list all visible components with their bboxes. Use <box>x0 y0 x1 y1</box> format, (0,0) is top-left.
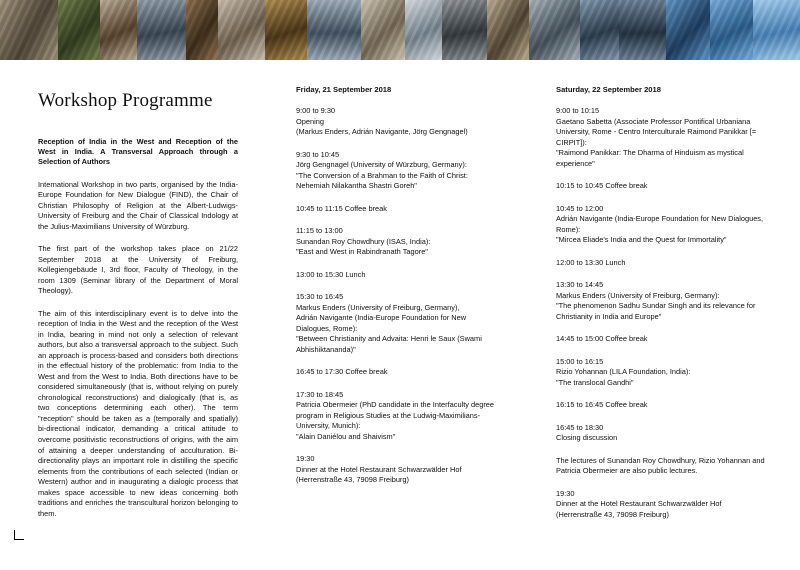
photo-surface <box>100 0 138 60</box>
schedule-entry <box>296 292 501 355</box>
entry-line: Patricia Obermeier (PhD candidate in the Interfaculty degree program in Religious Studies at the Ludwig-Maximilians-University, Munich): <box>296 400 495 431</box>
schedule-entry <box>556 106 766 169</box>
photo-surface <box>58 0 99 60</box>
photo-surface <box>753 0 800 60</box>
photo-surface <box>186 0 218 60</box>
entry-time: 10:45 to 11:15 Coffee break <box>296 203 387 213</box>
photo-surface <box>442 0 487 60</box>
photo-lecture-hall <box>137 0 186 60</box>
entry-time: 16:45 to 18:30 <box>556 422 604 432</box>
entry-line: Opening <box>296 116 324 126</box>
schedule-entry <box>556 280 766 322</box>
entry-line: Closing discussion <box>556 433 618 443</box>
entry-time: 12:00 to 13:30 Lunch <box>556 257 626 267</box>
schedule-entry <box>556 357 766 389</box>
intro-paragraph-2: The first part of the workshop takes place on 21/22 September 2018 at the University of Freiburg, Kollegiengebäude I, 3rd floor, Faculty of Theology, in the room 1309 (Seminar library of the Department of Moral Theology). <box>38 244 238 296</box>
entry-time: 9:00 to 10:15 <box>556 106 600 115</box>
schedule-entry <box>556 456 766 477</box>
entry-time: 9:30 to 10:45 <box>296 149 340 159</box>
entry-line: Dinner at the Hotel Restaurant Schwarzwälder Hof (Herrenstraße 43, 79098 Freiburg) <box>296 464 462 485</box>
day-one-entry-list <box>296 106 501 486</box>
photo-surface <box>405 0 443 60</box>
schedule-column-day-one <box>296 60 501 486</box>
entry-time: 13:00 to 15:30 Lunch <box>296 269 366 279</box>
document-page <box>0 60 800 570</box>
photo-garden-arch <box>58 0 99 60</box>
entry-line: "The phenomenon Sadhu Sundar Singh and its relevance for Christianity in India and Europe" <box>556 301 756 321</box>
photo-surface <box>580 0 620 60</box>
crop-mark-bottom-left-v <box>14 530 15 540</box>
photo-surface <box>137 0 186 60</box>
entry-time: 15:00 to 16:15 <box>556 356 604 366</box>
entry-line: Jörg Gengnagel (University of Würzburg, Germany): <box>296 160 467 170</box>
photo-surface <box>218 0 265 60</box>
schedule-entry <box>296 226 501 258</box>
photo-campus-tower <box>580 0 620 60</box>
photo-surface <box>307 0 362 60</box>
photo-lecturer <box>487 0 528 60</box>
photo-surface <box>0 0 58 60</box>
schedule-entry <box>556 489 766 521</box>
photo-trees-sky <box>710 0 753 60</box>
entry-time: 11:15 to 13:00 <box>296 226 343 236</box>
entry-line: "Between Christianity and Advaita: Henri le Saux (Swami Abhishiktananda)" <box>296 334 482 354</box>
photo-statue-detail <box>186 0 218 60</box>
photo-surface <box>361 0 404 60</box>
entry-line: Markus Enders (University of Freiburg, Germany): <box>556 290 720 300</box>
entry-line: "Mircea Eliade's India and the Quest for Immortality" <box>556 235 727 245</box>
entry-time: 17:30 to 18:45 <box>296 389 344 399</box>
day-one-heading: Friday, 21 September 2018 <box>296 85 392 94</box>
entry-time: 16:15 to 16:45 Coffee break <box>556 400 648 410</box>
photo-surface <box>529 0 580 60</box>
entry-time: 13:30 to 14:45 <box>556 280 604 290</box>
photo-bookshelf <box>265 0 306 60</box>
schedule-entry <box>296 390 501 443</box>
entry-time: 10:15 to 10:45 Coffee break <box>556 181 648 191</box>
photo-students-seminar <box>307 0 362 60</box>
entry-line: "The Conversion of a Brahman to the Faith of Christ: Nehemiah Nilakantha Shastri Goreh" <box>296 170 468 191</box>
photo-reading-room <box>529 0 580 60</box>
photo-modern-building <box>619 0 666 60</box>
entry-line: Sunandan Roy Chowdhury (ISAS, India): <box>296 236 431 246</box>
entry-line: The lectures of Sunandan Roy Chowdhury, Rizio Yohannan and Patricia Obermeier are also public lectures. <box>556 455 765 476</box>
entry-line: Adrián Navigante (India-Europe Foundation for New Dialogues, Rome): <box>296 313 467 333</box>
entry-time: 14:45 to 15:00 Coffee break <box>556 334 648 344</box>
photo-surface <box>710 0 753 60</box>
schedule-entry <box>296 367 501 378</box>
photo-surface <box>487 0 528 60</box>
day-two-entry-list <box>556 106 766 520</box>
schedule-entry <box>296 106 501 138</box>
entry-time: 15:30 to 16:45 <box>296 292 344 302</box>
day-two-heading: Saturday, 22 September 2018 <box>556 85 661 94</box>
entry-time: 16:45 to 17:30 Coffee break <box>296 367 388 377</box>
entry-line: (Markus Enders, Adrián Navigante, Jörg Gengnagel) <box>296 127 468 137</box>
photo-library-stacks <box>361 0 404 60</box>
workshop-subtitle: Reception of India in the West and Reception of the West in India. A Transversal Approach through a Selection of Authors <box>38 137 238 167</box>
entry-time: 9:00 to 9:30 <box>296 106 336 115</box>
entry-time: 19:30 <box>296 454 315 464</box>
schedule-entry <box>556 423 766 444</box>
photo-building-facade <box>0 0 58 60</box>
intro-column <box>38 60 238 519</box>
entry-line: Rizio Yohannan (LILA Foundation, India): <box>556 367 691 377</box>
photo-surface <box>619 0 666 60</box>
photo-surface <box>265 0 306 60</box>
entry-line: Markus Enders (University of Freiburg, Germany), <box>296 302 460 312</box>
entry-line: "The translocal Gandhi" <box>556 377 634 387</box>
entry-line: Gaetano Sabetta (Associate Professor Pontifical Urbaniana University, Rome - Centro Interculturale Raimond Panikkar [= CIRPIT]): <box>556 116 757 147</box>
entry-time: 19:30 <box>556 488 575 498</box>
schedule-entry <box>556 400 766 411</box>
schedule-entry <box>556 181 766 192</box>
entry-line: "East and West in Rabindranath Tagore" <box>296 247 428 257</box>
photo-sky-glass <box>666 0 709 60</box>
page-title: Workshop Programme <box>38 90 213 111</box>
schedule-entry <box>296 454 501 486</box>
schedule-entry <box>556 204 766 246</box>
photo-window-light <box>405 0 443 60</box>
photo-classroom <box>218 0 265 60</box>
header-photo-strip <box>0 0 800 60</box>
schedule-entry <box>556 258 766 269</box>
photo-surface <box>666 0 709 60</box>
schedule-entry <box>296 204 501 215</box>
photo-stairwell <box>442 0 487 60</box>
entry-line: Dinner at the Hotel Restaurant Schwarzwälder Hof (Herrenstraße 43, 79098 Freiburg) <box>556 499 722 519</box>
schedule-entry <box>296 270 501 281</box>
entry-line: Adrián Navigante (India-Europe Foundation for New Dialogues, Rome): <box>556 214 764 234</box>
schedule-column-day-two <box>556 60 766 520</box>
photo-hallway <box>100 0 138 60</box>
entry-line: "Raimond Panikkar: The Dharma of Hinduism as mystical experience" <box>556 148 744 168</box>
schedule-entry <box>556 334 766 345</box>
photo-blue-sky <box>753 0 800 60</box>
entry-line: "Alain Daniélou and Shaivism" <box>296 431 396 441</box>
intro-paragraph-3: The aim of this interdisciplinary event is to delve into the reception of India in the West and the reception of the West in India, bearing in mind not only a selection of relevant authors, but also a transversal approach to the subject. Such an approach is process-based and considers both directions in the effectual history of the problematic: from India to the West and from the West to India. Both directions have to be considered simultaneously (that is, without relying on purely chronological reconstructions) and dialogically (that is, as two conceptions determining each other). The term "reception" should be taken as a (temporally and spatially) bi-directional indicator, demanding a critical attitude to overcome positivistic reconstructions of origins, with the aim of attaining a deeper understanding of acculturation. Bi-directionality plays an important role in distilling the specific elements from the contributions of each selected (Indian or Western) author and in inaugurating a dialogic process that makes space accessible to new ideas concerning both traditions and enriches the transcultural horizon belonging to them. <box>38 308 238 518</box>
schedule-entry <box>296 150 501 192</box>
crop-mark-bottom-left-h <box>14 539 24 540</box>
entry-time: 10:45 to 12:00 <box>556 203 604 213</box>
intro-paragraph-1: International Workshop in two parts, organised by the India-Europe Foundation for New Dialogue (FIND), the Chair of Christian Philosophy of Religion at the Albert-Ludwigs-University of Freiburg and the Chair of Classical Indology at the Julius-Maximilians University of Würzburg. <box>38 179 238 231</box>
